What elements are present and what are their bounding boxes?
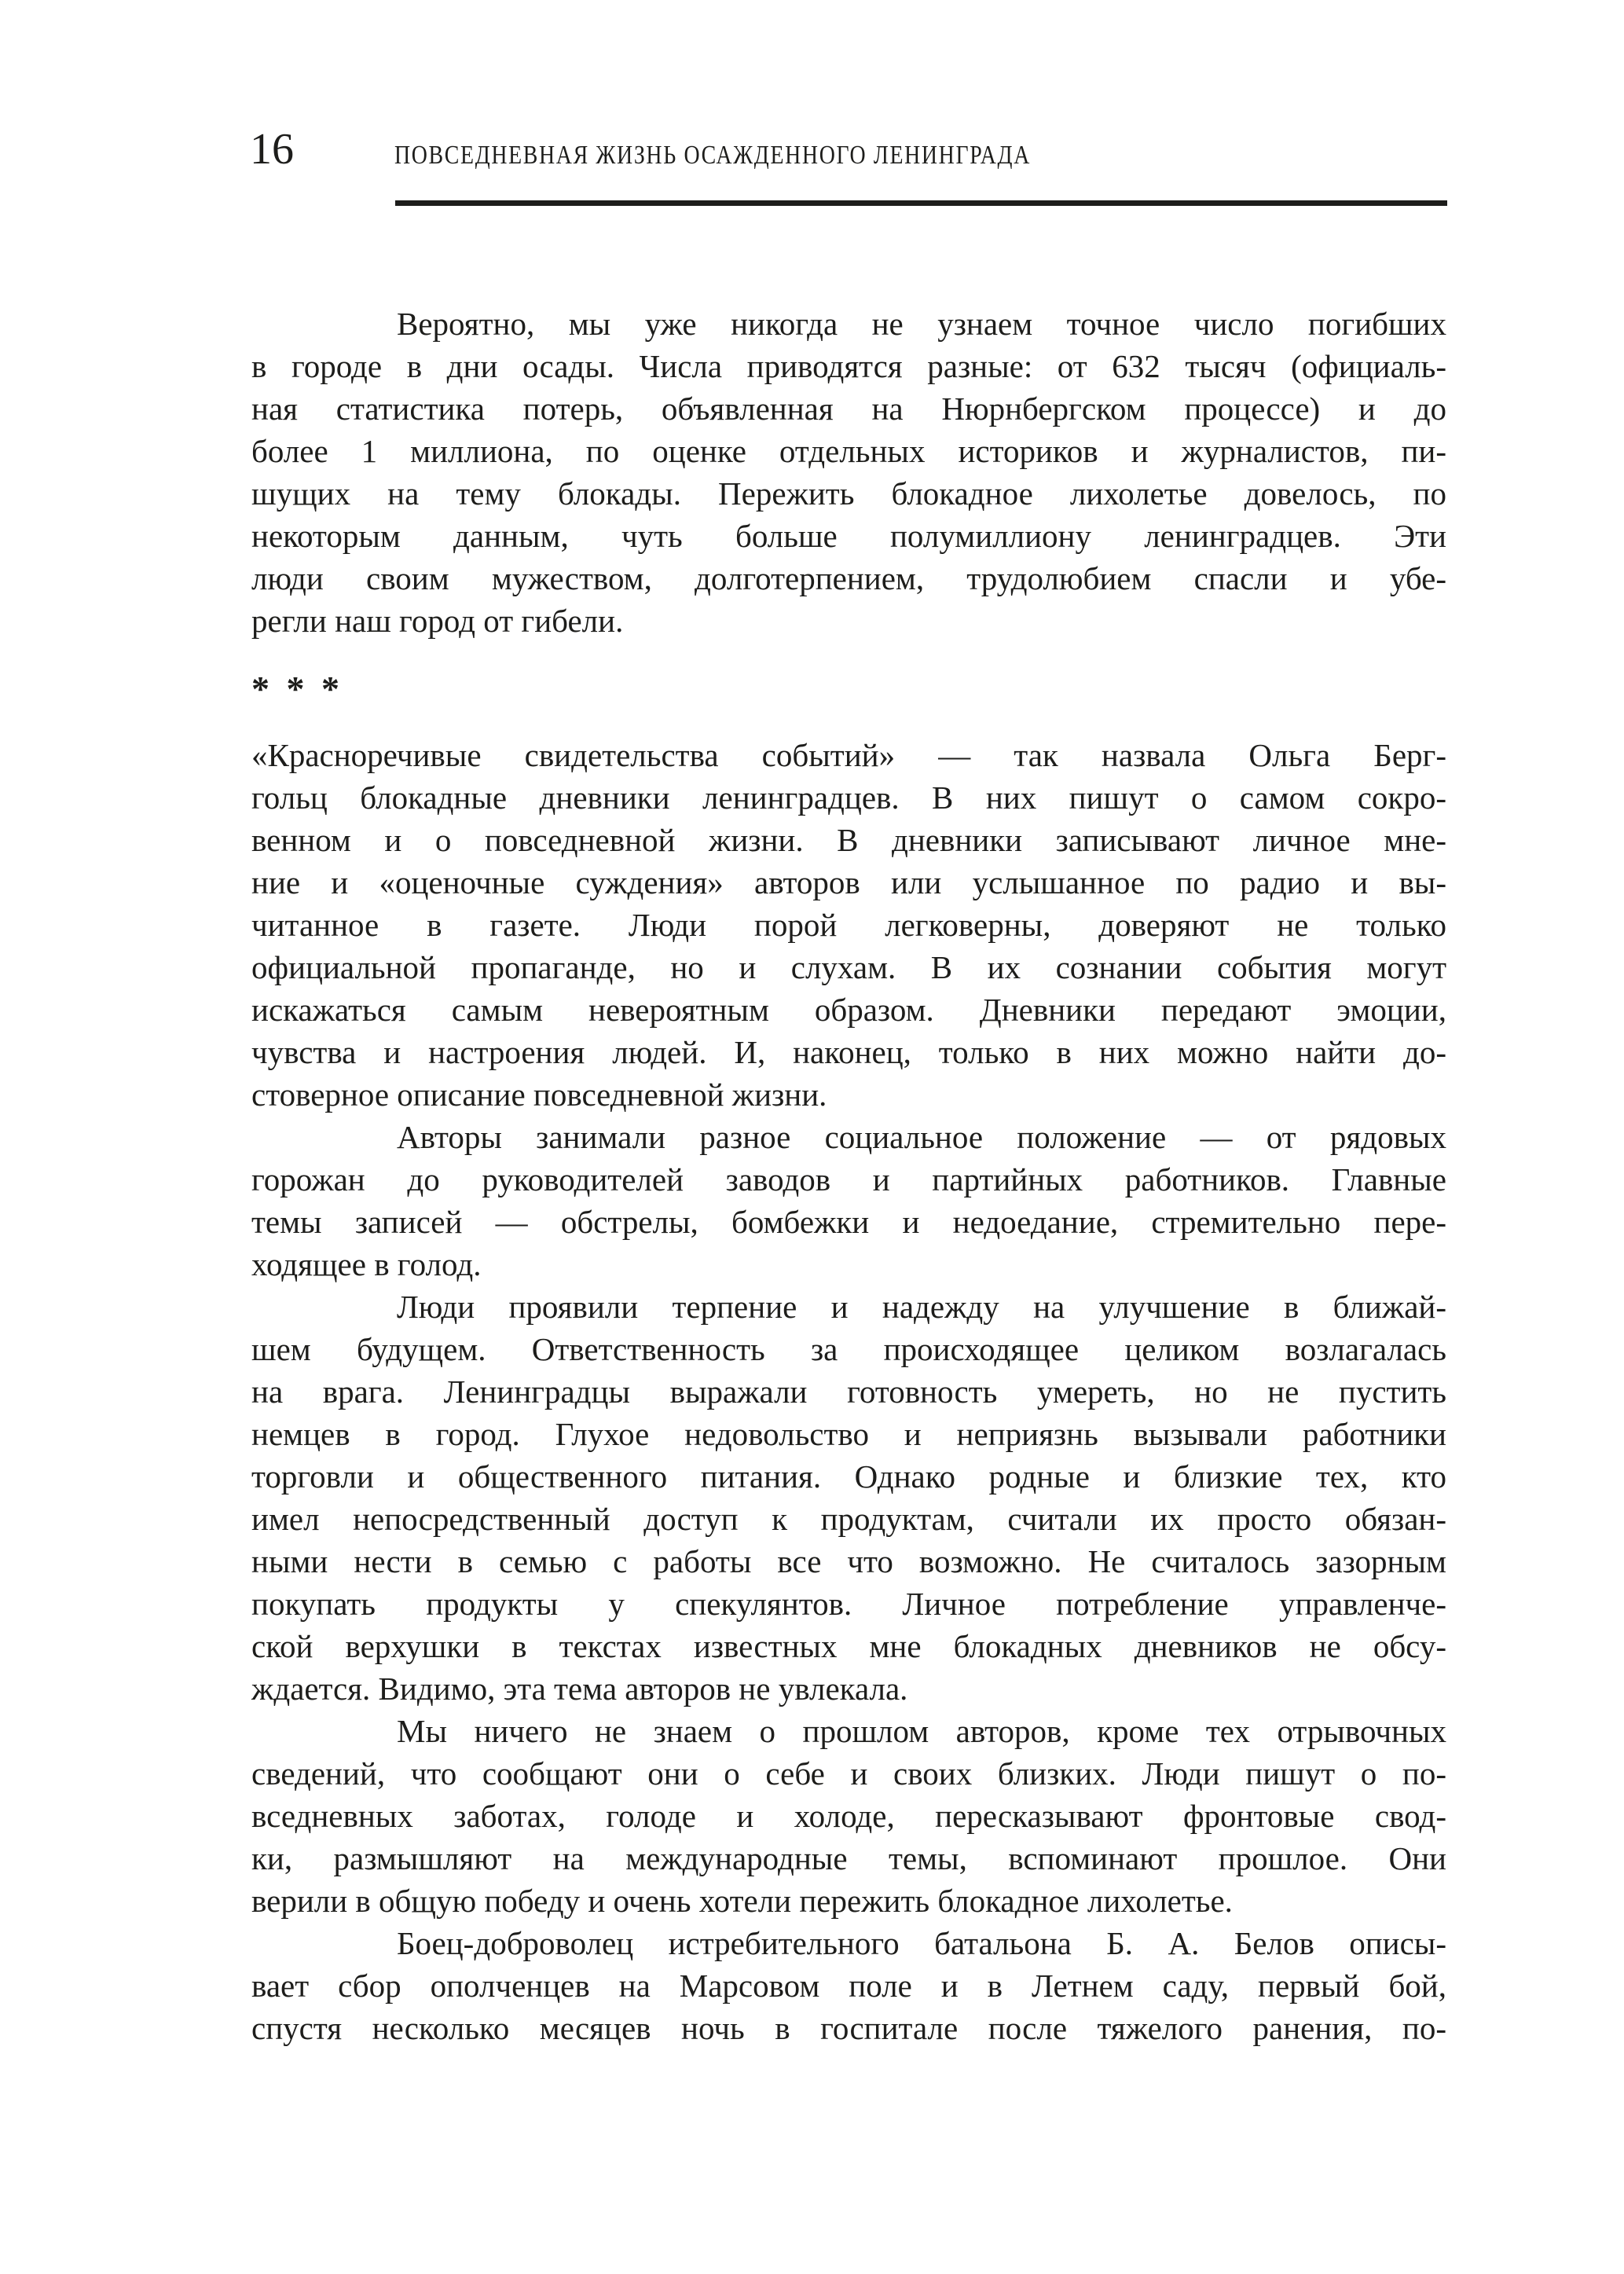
text-line: вседневных заботах, голоде и холоде, пересказывают фронтовые свод- xyxy=(251,1798,1446,1834)
text-line: венном и о повседневной жизни. В дневники записывают личное мне- xyxy=(251,822,1446,858)
text-line: Люди проявили терпение и надежду на улучшение в ближай- xyxy=(397,1289,1446,1325)
text-line: шущих на тему блокады. Пережить блокадное лихолетье довелось, по xyxy=(251,475,1446,512)
header-rule xyxy=(395,200,1447,206)
text-line: торговли и общественного питания. Однако родные и близкие тех, кто xyxy=(251,1458,1446,1495)
paragraph xyxy=(251,1710,1446,1922)
text-line: регли наш город от гибели. xyxy=(251,603,624,639)
text-line: люди своим мужеством, долготерпением, трудолюбием спасли и убе- xyxy=(251,560,1446,596)
text-line: вает сбор ополченцев на Марсовом поле и в Летнем саду, первый бой, xyxy=(251,1968,1446,2004)
text-line: немцев в город. Глухое недовольство и неприязнь вызывали работники xyxy=(251,1416,1446,1452)
text-line: Мы ничего не знаем о прошлом авторов, кроме тех отрывочных xyxy=(397,1713,1446,1749)
text-line: читанное в газете. Люди порой легковерны, доверяют не только xyxy=(251,907,1446,943)
text-line: чувства и настроения людей. И, наконец, только в них можно найти до- xyxy=(251,1034,1446,1070)
text-line: ние и «оценочные суждения» авторов или услышанное по радио и вы- xyxy=(251,864,1446,900)
text-line: ходящее в голод. xyxy=(251,1246,482,1282)
text-line: на врага. Ленинградцы выражали готовность умереть, но не пустить xyxy=(251,1374,1446,1410)
text-line: ными нести в семью с работы все что возможно. Не считалось зазорным xyxy=(251,1543,1446,1579)
text-line: ской верхушки в текстах известных мне блокадных дневников не обсу- xyxy=(251,1628,1446,1664)
text-line: искажаться самым невероятным образом. Дневники передают эмоции, xyxy=(251,992,1446,1028)
text-line: некоторым данным, чуть больше полумиллиону ленинградцев. Эти xyxy=(251,518,1446,554)
paragraph xyxy=(251,1116,1446,1286)
page-number: 16 xyxy=(250,125,294,174)
text-line: в городе в дни осады. Числа приводятся разные: от 632 тысяч (официаль- xyxy=(251,348,1446,384)
text-line: ждается. Видимо, эта тема авторов не увлекала. xyxy=(251,1671,908,1707)
text-line: ная статистика потерь, объявленная на Нюрнбергском процессе) и до xyxy=(251,391,1446,427)
text-line: гольц блокадные дневники ленинградцев. В них пишут о самом сокро- xyxy=(251,779,1446,816)
paragraph xyxy=(251,1922,1446,2049)
text-line: Вероятно, мы уже никогда не узнаем точное число погибших xyxy=(397,306,1446,342)
text-line: имел непосредственный доступ к продуктам, считали их просто обязан- xyxy=(251,1501,1446,1537)
section-separator: * * * xyxy=(251,669,339,709)
paragraph xyxy=(251,1286,1446,1710)
paragraph xyxy=(251,303,1446,642)
text-line: Авторы занимали разное социальное положение — от рядовых xyxy=(397,1119,1446,1155)
text-line: спустя несколько месяцев ночь в госпитале после тяжелого ранения, по- xyxy=(251,2010,1446,2046)
text-line: сведений, что сообщают они о себе и своих близких. Люди пишут о по- xyxy=(251,1755,1446,1792)
running-title: ПОВСЕДНЕВНАЯ ЖИЗНЬ ОСАЖДЕННОГО ЛЕНИНГРАДА xyxy=(394,141,1032,170)
body-text xyxy=(251,303,1446,2049)
paragraph xyxy=(251,734,1446,1116)
text-line: горожан до руководителей заводов и партийных работников. Главные xyxy=(251,1161,1446,1198)
text-line: шем будущем. Ответственность за происходящее целиком возлагалась xyxy=(251,1331,1446,1367)
text-line: официальной пропаганде, но и слухам. В их сознании события могут xyxy=(251,949,1446,985)
text-line: темы записей — обстрелы, бомбежки и недоедание, стремительно пере- xyxy=(251,1204,1446,1240)
text-line: более 1 миллиона, по оценке отдельных историков и журналистов, пи- xyxy=(251,433,1446,469)
text-line: покупать продукты у спекулянтов. Личное потребление управленче- xyxy=(251,1586,1446,1622)
text-line: стоверное описание повседневной жизни. xyxy=(251,1076,827,1113)
text-line: верили в общую победу и очень хотели пережить блокадное лихолетье. xyxy=(251,1883,1233,1919)
text-line: «Красноречивые свидетельства событий» — так назвала Ольга Берг- xyxy=(251,737,1446,773)
text-line: Боец-доброволец истребительного батальона Б. А. Белов описы- xyxy=(397,1925,1446,1961)
text-line: ки, размышляют на международные темы, вспоминают прошлое. Они xyxy=(251,1840,1446,1876)
